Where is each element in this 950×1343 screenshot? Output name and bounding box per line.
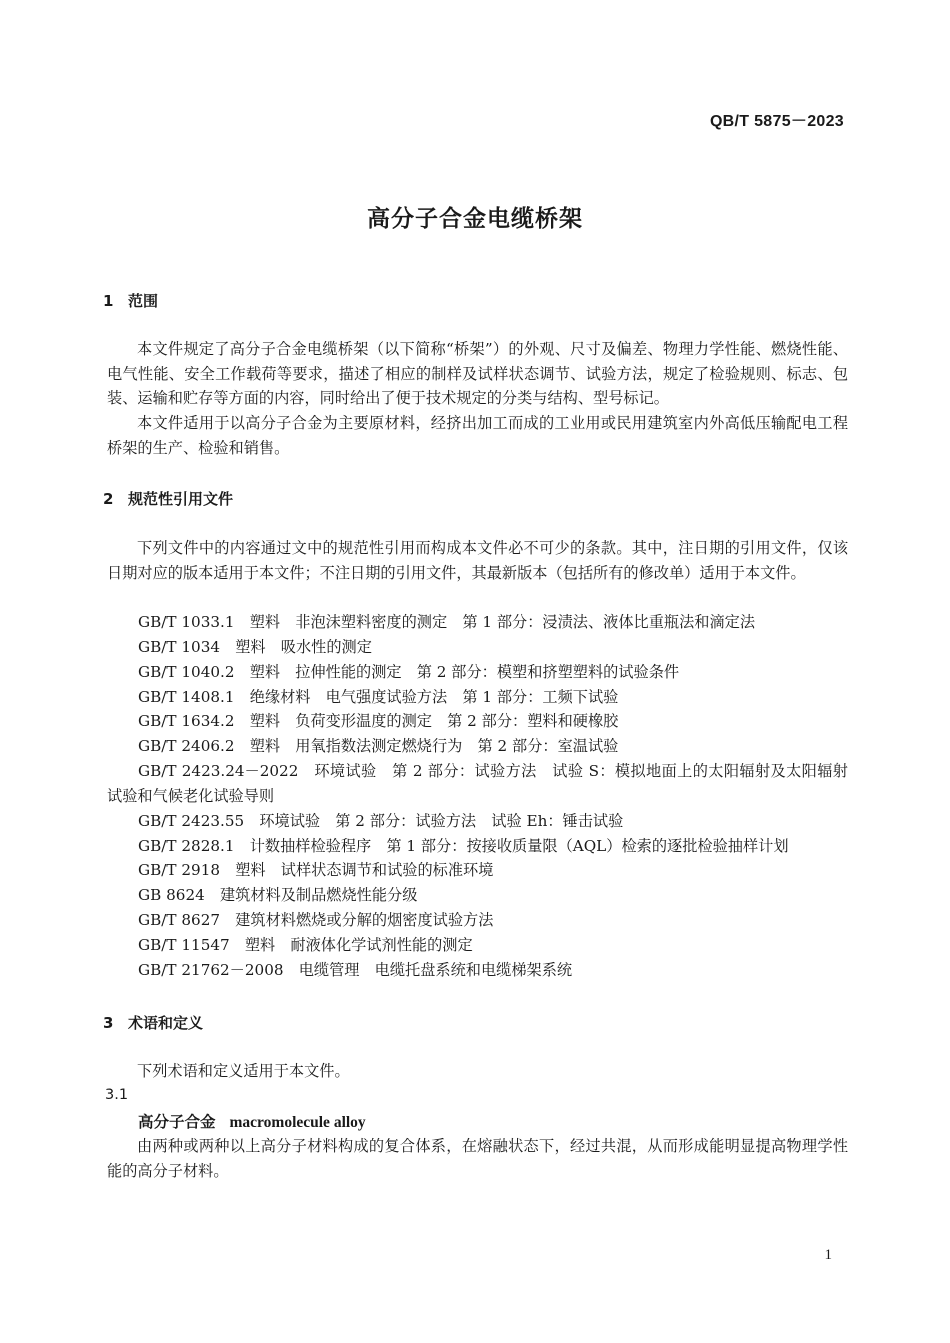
- section-1-heading: [103, 290, 158, 311]
- reference-item: GB/T 1033.1 塑料 非泡沫塑料密度的测定 第 1 部分：浸渍法、液体比重瓶法和滴定法: [138, 613, 756, 631]
- reference-item: GB/T 1040.2 塑料 拉伸性能的测定 第 2 部分：模塑和挤塑塑料的试验条件: [138, 662, 680, 681]
- term-heading: [138, 1110, 366, 1132]
- reference-item: GB/T 2423.55 环境试验 第 2 部分：试验方法 试验 Eh：锤击试验: [138, 811, 624, 830]
- page-number: 1: [824, 1247, 832, 1263]
- terms-intro: 下列术语和定义适用于本文件。: [137, 1062, 350, 1080]
- term-chinese: 高分子合金: [138, 1112, 216, 1131]
- reference-item: GB/T 2423.24－2022 环境试验 第 2 部分：试验方法 试验 S：模拟地面上的太阳辐射及太阳辐射试验和气候老化试验导则: [107, 762, 848, 805]
- section-title: 术语和定义: [128, 1014, 204, 1032]
- section-title: 范围: [128, 292, 159, 310]
- section-number: 3: [103, 1014, 114, 1032]
- reference-list: [107, 610, 848, 983]
- scope-paragraph-1: 本文件规定了高分子合金电缆桥架（以下简称“桥架”）的外观、尺寸及偏差、物理力学性能、燃烧性能、电气性能、安全工作载荷等要求，描述了相应的制样及试样状态调节、试验方法，规定了检验规则、标志、包装、运输和贮存等方面的内容，同时给出了便于技术规定的分类与结构、型号标记。: [107, 340, 848, 408]
- normative-intro: 下列文件中的内容通过文中的规范性引用而构成本文件必不可少的条款。其中，注日期的引用文件，仅该日期对应的版本适用于本文件；不注日期的引用文件，其最新版本（包括所有的修改单）适用于本文件。: [107, 539, 848, 582]
- standard-code: QB/T 5875－2023: [709, 113, 844, 130]
- document-title: 高分子合金电缆桥架: [367, 206, 583, 232]
- reference-item: GB/T 1408.1 绝缘材料 电气强度试验方法 第 1 部分：工频下试验: [138, 687, 619, 706]
- reference-item: GB/T 2406.2 塑料 用氧指数法测定燃烧行为 第 2 部分：室温试验: [138, 737, 619, 756]
- scope-paragraph-2: 本文件适用于以高分子合金为主要原材料，经挤出加工而成的工业用或民用建筑室内外高低压输配电工程桥架的生产、检验和销售。: [107, 414, 848, 457]
- term-number: 3.1: [105, 1087, 129, 1103]
- section-2-heading: [103, 488, 233, 509]
- reference-item: GB 8624 建筑材料及制品燃烧性能分级: [138, 886, 418, 905]
- term-definition: 由两种或两种以上高分子材料构成的复合体系，在熔融状态下，经过共混，从而形成能明显提高物理学性能的高分子材料。: [107, 1137, 848, 1180]
- reference-item: GB/T 1034 塑料 吸水性的测定: [138, 637, 372, 656]
- term-english: macromolecule alloy: [229, 1114, 366, 1131]
- reference-item: GB/T 21762－2008 电缆管理 电缆托盘系统和电缆梯架系统: [138, 960, 573, 979]
- section-title: 规范性引用文件: [128, 490, 234, 508]
- section-3-heading: [103, 1012, 203, 1033]
- section-number: 2: [103, 490, 114, 508]
- reference-item: GB/T 2828.1 计数抽样检验程序 第 1 部分：按接收质量限（AQL）检索的逐批检验抽样计划: [138, 836, 789, 855]
- reference-item: GB/T 8627 建筑材料燃烧或分解的烟密度试验方法: [138, 911, 494, 930]
- section-number: 1: [103, 292, 114, 310]
- reference-item: GB/T 1634.2 塑料 负荷变形温度的测定 第 2 部分：塑料和硬橡胶: [138, 712, 619, 731]
- reference-item: GB/T 2918 塑料 试样状态调节和试验的标准环境: [138, 861, 494, 880]
- reference-item: GB/T 11547 塑料 耐液体化学试剂性能的测定: [138, 935, 473, 954]
